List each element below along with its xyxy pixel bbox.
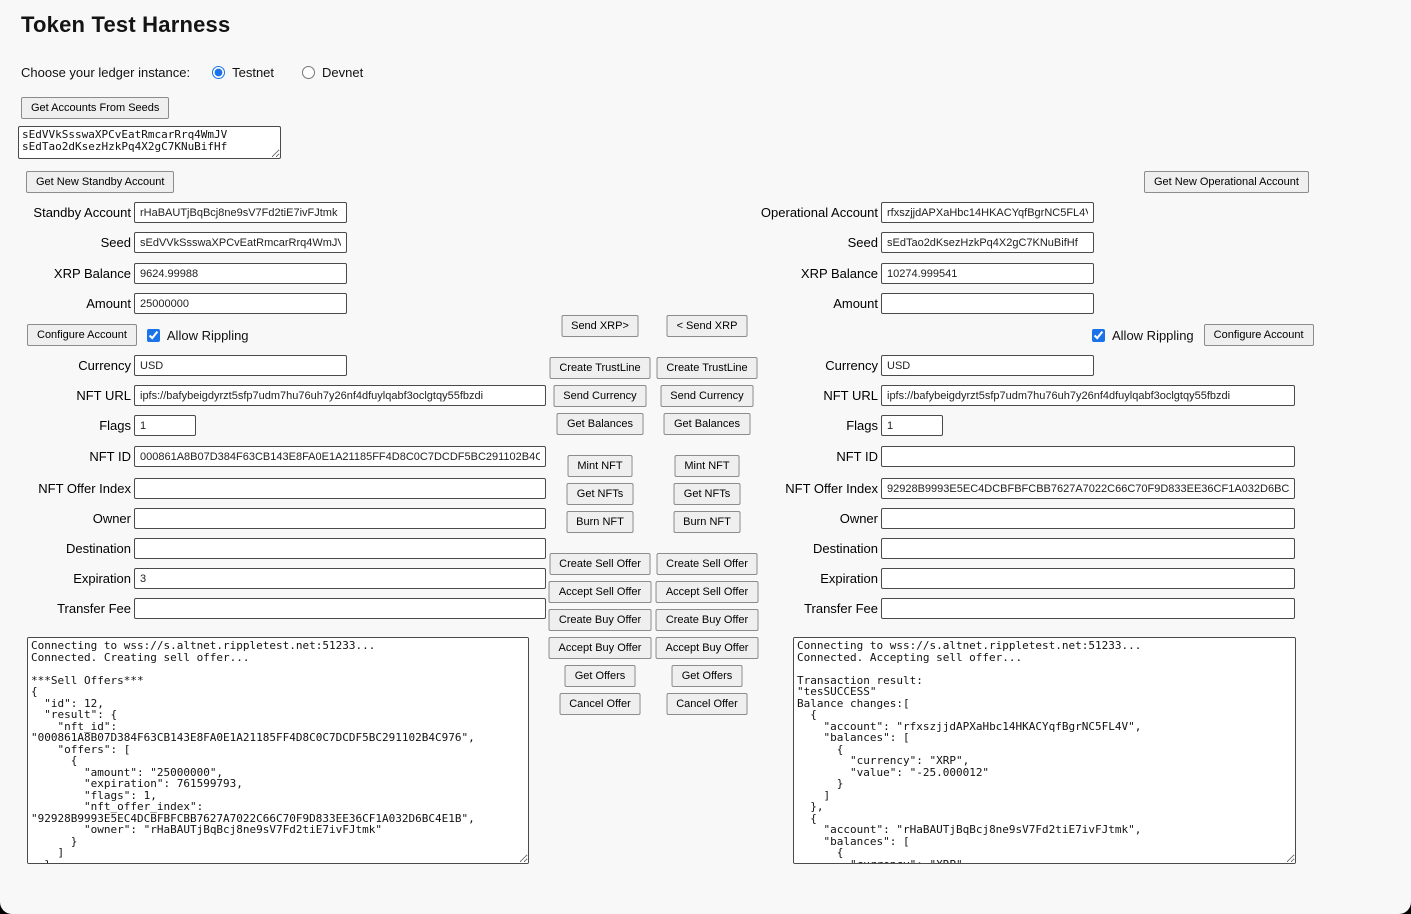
standby-nft-offer-index-label: NFT Offer Index <box>38 481 131 496</box>
operational-nft-url-input[interactable] <box>881 385 1295 406</box>
operational-burn-nft-button[interactable]: Burn NFT <box>673 511 741 533</box>
standby-burn-nft-button[interactable]: Burn NFT <box>566 511 634 533</box>
get-accounts-from-seeds-button[interactable]: Get Accounts From Seeds <box>21 97 169 119</box>
standby-send-xrp-button[interactable]: Send XRP> <box>561 315 639 337</box>
operational-destination-input[interactable] <box>881 538 1295 559</box>
operational-expiration-label: Expiration <box>820 571 878 586</box>
standby-accept-buy-offer-button[interactable]: Accept Buy Offer <box>549 637 652 659</box>
standby-results-log[interactable] <box>27 637 529 864</box>
operational-xrp-balance-label: XRP Balance <box>800 266 878 281</box>
standby-flags-label: Flags <box>99 418 131 433</box>
operational-nft-id-label: NFT ID <box>836 449 878 464</box>
operational-expiration-input[interactable] <box>881 568 1295 589</box>
standby-get-balances-button[interactable]: Get Balances <box>557 413 643 435</box>
standby-create-buy-offer-button[interactable]: Create Buy Offer <box>549 609 651 631</box>
operational-amount-label: Amount <box>833 296 878 311</box>
standby-get-nfts-button[interactable]: Get NFTs <box>567 483 633 505</box>
operational-account-input[interactable] <box>881 202 1094 223</box>
operational-configure-row <box>1092 324 1314 346</box>
get-new-standby-account-button[interactable]: Get New Standby Account <box>26 171 174 193</box>
ledger-instance-label: Choose your ledger instance: <box>21 64 191 80</box>
operational-account-label: Operational Account <box>760 205 878 220</box>
operational-create-buy-offer-button[interactable]: Create Buy Offer <box>656 609 758 631</box>
standby-send-currency-button[interactable]: Send Currency <box>553 385 646 407</box>
operational-seed-label: Seed <box>847 235 878 250</box>
standby-get-offers-button[interactable]: Get Offers <box>565 665 636 687</box>
operational-mint-nft-button[interactable]: Mint NFT <box>674 455 739 477</box>
standby-account-input[interactable] <box>134 202 347 223</box>
operational-xrp-balance-row <box>640 263 1094 284</box>
operational-currency-label: Currency <box>825 358 878 373</box>
standby-flags-row <box>3 415 196 436</box>
operational-allow-rippling-checkbox[interactable] <box>1092 329 1105 342</box>
operational-transfer-fee-label: Transfer Fee <box>804 601 878 616</box>
standby-allow-rippling-checkbox[interactable] <box>147 329 160 342</box>
standby-expiration-input[interactable] <box>134 568 546 589</box>
operational-amount-input[interactable] <box>881 293 1094 314</box>
ledger-instance-row <box>21 63 391 81</box>
operational-transfer-fee-row <box>640 598 1295 619</box>
operational-send-xrp-button[interactable]: < Send XRP <box>667 315 748 337</box>
operational-results-log[interactable] <box>793 637 1296 864</box>
standby-cancel-offer-button[interactable]: Cancel Offer <box>559 693 641 715</box>
standby-destination-label: Destination <box>65 541 131 556</box>
operational-currency-row <box>640 355 1094 376</box>
standby-nft-id-input[interactable] <box>134 446 546 467</box>
operational-amount-row <box>640 293 1094 314</box>
operational-account-row <box>640 202 1094 223</box>
operational-owner-row <box>640 508 1295 529</box>
standby-owner-input[interactable] <box>134 508 546 529</box>
seeds-textarea[interactable] <box>18 126 281 159</box>
operational-seed-row <box>640 232 1094 253</box>
standby-xrp-balance-row <box>3 263 347 284</box>
operational-owner-input[interactable] <box>881 508 1295 529</box>
get-new-operational-account-button[interactable]: Get New Operational Account <box>1144 171 1309 193</box>
standby-account-label: Standby Account <box>33 205 131 220</box>
standby-amount-label: Amount <box>86 296 131 311</box>
standby-amount-row <box>3 293 347 314</box>
operational-seed-input[interactable] <box>881 232 1094 253</box>
standby-seed-label: Seed <box>100 235 131 250</box>
operational-nft-id-row <box>640 446 1295 467</box>
standby-nft-offer-index-input[interactable] <box>134 478 546 499</box>
standby-seed-input[interactable] <box>134 232 347 253</box>
operational-destination-label: Destination <box>812 541 878 556</box>
operational-accept-sell-offer-button[interactable]: Accept Sell Offer <box>656 581 758 603</box>
standby-transfer-fee-input[interactable] <box>134 598 546 619</box>
operational-currency-input[interactable] <box>881 355 1094 376</box>
operational-accept-buy-offer-button[interactable]: Accept Buy Offer <box>656 637 759 659</box>
standby-account-row <box>3 202 347 223</box>
standby-actions-stack <box>549 315 652 715</box>
standby-currency-label: Currency <box>78 358 131 373</box>
standby-amount-input[interactable] <box>134 293 347 314</box>
operational-nft-url-label: NFT URL <box>823 388 878 403</box>
standby-create-sell-offer-button[interactable]: Create Sell Offer <box>549 553 651 575</box>
operational-send-currency-button[interactable]: Send Currency <box>660 385 753 407</box>
standby-flags-input[interactable] <box>134 415 196 436</box>
testnet-radio[interactable] <box>212 66 225 79</box>
standby-owner-label: Owner <box>92 511 131 526</box>
standby-nft-id-label: NFT ID <box>89 449 131 464</box>
devnet-radio[interactable] <box>302 66 315 79</box>
operational-get-nfts-button[interactable]: Get NFTs <box>674 483 740 505</box>
radio-pair-devnet <box>302 65 363 80</box>
operational-cancel-offer-button[interactable]: Cancel Offer <box>666 693 748 715</box>
standby-xrp-balance-input[interactable] <box>134 263 347 284</box>
operational-owner-label: Owner <box>839 511 878 526</box>
standby-configure-row <box>27 324 249 346</box>
operational-configure-account-button[interactable]: Configure Account <box>1204 324 1314 346</box>
operational-destination-row <box>640 538 1295 559</box>
operational-flags-row <box>640 415 943 436</box>
standby-accept-sell-offer-button[interactable]: Accept Sell Offer <box>549 581 651 603</box>
operational-allow-rippling-label: Allow Rippling <box>1112 327 1194 343</box>
standby-nft-url-input[interactable] <box>134 385 546 406</box>
standby-expiration-label: Expiration <box>73 571 131 586</box>
operational-nft-offer-index-label: NFT Offer Index <box>785 481 878 496</box>
operational-xrp-balance-input[interactable] <box>881 263 1094 284</box>
operational-create-trustline-button[interactable]: Create TrustLine <box>656 357 757 379</box>
standby-destination-input[interactable] <box>134 538 546 559</box>
operational-transfer-fee-input[interactable] <box>881 598 1295 619</box>
standby-allow-rippling-label: Allow Rippling <box>166 327 249 343</box>
operational-nft-url-row <box>640 385 1295 406</box>
testnet-radio-label: Testnet <box>232 64 275 80</box>
standby-destination-row <box>3 538 546 559</box>
radio-pair-testnet <box>212 65 274 80</box>
standby-transfer-fee-label: Transfer Fee <box>57 601 131 616</box>
standby-currency-row <box>3 355 347 376</box>
operational-expiration-row <box>640 568 1295 589</box>
standby-xrp-balance-label: XRP Balance <box>53 266 131 281</box>
operational-get-offers-button[interactable]: Get Offers <box>672 665 743 687</box>
standby-nft-url-label: NFT URL <box>76 388 131 403</box>
operational-get-balances-button[interactable]: Get Balances <box>664 413 750 435</box>
page-title: Token Test Harness <box>21 12 231 37</box>
operational-nft-offer-index-row <box>640 478 1295 499</box>
operational-nft-offer-index-input[interactable] <box>881 478 1295 499</box>
standby-currency-input[interactable] <box>134 355 347 376</box>
standby-seed-row <box>3 232 347 253</box>
standby-nft-url-row <box>3 385 546 406</box>
standby-owner-row <box>3 508 546 529</box>
standby-nft-id-row <box>3 446 546 467</box>
devnet-radio-label: Devnet <box>322 64 364 80</box>
operational-flags-label: Flags <box>846 418 878 433</box>
standby-configure-account-button[interactable]: Configure Account <box>27 324 137 346</box>
standby-mint-nft-button[interactable]: Mint NFT <box>567 455 632 477</box>
operational-create-sell-offer-button[interactable]: Create Sell Offer <box>656 553 758 575</box>
operational-flags-input[interactable] <box>881 415 943 436</box>
standby-expiration-row <box>3 568 546 589</box>
standby-transfer-fee-row <box>3 598 546 619</box>
standby-create-trustline-button[interactable]: Create TrustLine <box>549 357 650 379</box>
standby-nft-offer-index-row <box>3 478 546 499</box>
operational-nft-id-input[interactable] <box>881 446 1295 467</box>
